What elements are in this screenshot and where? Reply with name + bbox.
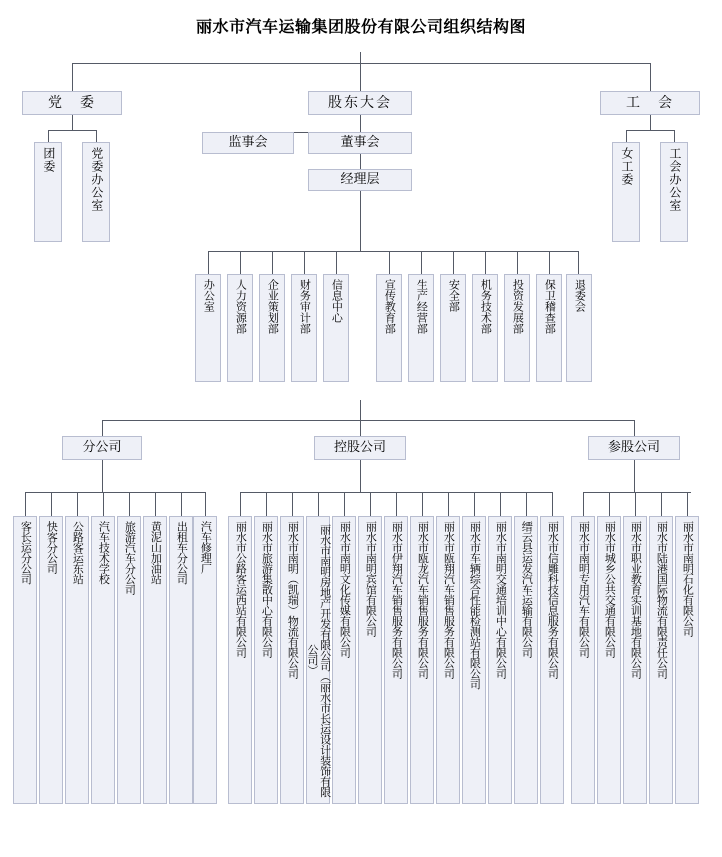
- node-department-10[interactable]: 保卫稽查部: [536, 274, 562, 382]
- connector: [77, 492, 78, 516]
- node-branch-2[interactable]: 公路客运东站: [65, 516, 89, 804]
- page-title: 丽水市汽车运输集团股份有限公司组织结构图: [195, 17, 526, 36]
- node-holding-5[interactable]: 丽水市南明宾馆有限公司: [358, 516, 382, 804]
- node-party-committee[interactable]: 党 委: [22, 91, 122, 115]
- connector: [208, 251, 578, 252]
- connector: [129, 492, 130, 516]
- node-supervisory-board[interactable]: 监事会: [202, 132, 294, 154]
- connector: [25, 492, 26, 516]
- node-shareholders-meeting[interactable]: 股东大会: [308, 91, 412, 115]
- node-holding-1[interactable]: 丽水市旅游集散中心有限公司: [254, 516, 278, 804]
- connector: [360, 400, 361, 420]
- node-branch-group[interactable]: 分公司: [62, 436, 142, 460]
- connector: [304, 251, 305, 274]
- node-department-8[interactable]: 机务技术部: [472, 274, 498, 382]
- connector: [583, 492, 691, 493]
- connector: [421, 251, 422, 274]
- node-holding-11[interactable]: 缙云县运发汽车运输有限公司: [514, 516, 538, 804]
- connector: [578, 251, 579, 274]
- connector: [389, 251, 390, 274]
- connector: [72, 115, 73, 130]
- connector: [396, 492, 397, 516]
- node-department-9[interactable]: 投资发展部: [504, 274, 530, 382]
- node-holding-3[interactable]: 丽水市南明房地产开发有限公司（丽水市长运设计装饰有限公司）: [306, 516, 330, 804]
- connector: [552, 492, 553, 516]
- connector: [448, 492, 449, 516]
- connector: [360, 154, 361, 169]
- connector: [102, 460, 103, 492]
- connector: [266, 492, 267, 516]
- connector: [103, 492, 104, 516]
- connector: [72, 63, 73, 91]
- connector: [292, 492, 293, 516]
- connector: [360, 420, 361, 436]
- node-women-workers-committee[interactable]: 女工委: [612, 142, 640, 242]
- connector: [360, 191, 361, 251]
- connector: [634, 460, 635, 492]
- node-holding-6[interactable]: 丽水市伊翔汽车销售服务有限公司: [384, 516, 408, 804]
- node-holding-0[interactable]: 丽水市公路客运西站有限公司: [228, 516, 252, 804]
- node-branch-5[interactable]: 黄泥山加油站: [143, 516, 167, 804]
- connector: [549, 251, 550, 274]
- connector: [485, 251, 486, 274]
- node-holding-7[interactable]: 丽水市瓯龙汽车销售服务有限公司: [410, 516, 434, 804]
- connector: [517, 251, 518, 274]
- connector: [650, 63, 651, 91]
- connector: [370, 492, 371, 516]
- node-associate-3[interactable]: 丽水市陆港国际物流有限责任公司: [649, 516, 673, 804]
- node-department-11[interactable]: 退委会: [566, 274, 592, 382]
- connector: [72, 63, 650, 64]
- connector: [48, 130, 49, 142]
- connector: [526, 492, 527, 516]
- connector: [240, 251, 241, 274]
- node-branch-7[interactable]: 汽车修理厂: [193, 516, 217, 804]
- node-labor-union[interactable]: 工 会: [600, 91, 700, 115]
- node-holding-4[interactable]: 丽水市南明文化传媒有限公司: [332, 516, 356, 804]
- connector: [500, 492, 501, 516]
- connector: [674, 130, 675, 142]
- node-board-of-directors[interactable]: 董事会: [308, 132, 412, 154]
- node-branch-6[interactable]: 出租车分公司: [169, 516, 193, 804]
- node-branch-0[interactable]: 客长运分公司: [13, 516, 37, 804]
- node-department-1[interactable]: 人力资源部: [227, 274, 253, 382]
- node-associate-4[interactable]: 丽水市南明石化有限公司: [675, 516, 699, 804]
- connector: [422, 492, 423, 516]
- node-department-6[interactable]: 生产经营部: [408, 274, 434, 382]
- node-holding-12[interactable]: 丽水市信雕科技信息服务有限公司: [540, 516, 564, 804]
- connector: [48, 130, 96, 131]
- node-party-committee-office[interactable]: 党委办公室: [82, 142, 110, 242]
- connector: [208, 251, 209, 274]
- node-department-0[interactable]: 办公室: [195, 274, 221, 382]
- connector: [272, 251, 273, 274]
- node-holding-10[interactable]: 丽水市南明交通培训中心有限公司: [488, 516, 512, 804]
- connector: [360, 63, 361, 91]
- node-department-2[interactable]: 企业策划部: [259, 274, 285, 382]
- connector: [344, 492, 345, 516]
- connector: [474, 492, 475, 516]
- node-associate-1[interactable]: 丽水市城乡公共交通有限公司: [597, 516, 621, 804]
- connector: [453, 251, 454, 274]
- connector: [25, 492, 205, 493]
- connector: [626, 130, 674, 131]
- node-holding-2[interactable]: 丽水市南明（凯瑞）物流有限公司: [280, 516, 304, 804]
- node-department-4[interactable]: 信息中心: [323, 274, 349, 382]
- node-management[interactable]: 经理层: [308, 169, 412, 191]
- node-youth-league-committee[interactable]: 团委: [34, 142, 62, 242]
- node-department-7[interactable]: 安全部: [440, 274, 466, 382]
- connector: [609, 492, 610, 516]
- connector: [360, 115, 361, 132]
- connector: [318, 492, 319, 516]
- connector: [635, 492, 636, 516]
- connector: [336, 251, 337, 274]
- node-branch-1[interactable]: 快客分公司: [39, 516, 63, 804]
- connector: [626, 130, 627, 142]
- connector: [360, 460, 361, 492]
- connector: [240, 492, 241, 516]
- node-holding-group[interactable]: 控股公司: [314, 436, 406, 460]
- connector: [634, 420, 635, 436]
- node-branch-4[interactable]: 旅游汽车分公司: [117, 516, 141, 804]
- node-holding-8[interactable]: 丽水市瓯翔汽车销售服务有限公司: [436, 516, 460, 804]
- node-branch-3[interactable]: 汽车技术学校: [91, 516, 115, 804]
- connector: [102, 420, 634, 421]
- node-holding-9[interactable]: 丽水市车辆综合性能检测站有限公司: [462, 516, 486, 804]
- connector: [650, 115, 651, 130]
- connector: [661, 492, 662, 516]
- connector: [51, 492, 52, 516]
- connector: [102, 420, 103, 436]
- node-associate-group[interactable]: 参股公司: [588, 436, 680, 460]
- connector: [181, 492, 182, 516]
- node-union-office[interactable]: 工会办公室: [660, 142, 688, 242]
- node-associate-2[interactable]: 丽水市职业教育实训基地有限公司: [623, 516, 647, 804]
- connector: [96, 130, 97, 142]
- connector: [205, 492, 206, 516]
- connector: [155, 492, 156, 516]
- node-associate-0[interactable]: 丽水市南明专用汽车有限公司: [571, 516, 595, 804]
- connector: [687, 492, 688, 516]
- connector: [583, 492, 584, 516]
- node-department-5[interactable]: 宣传教育部: [376, 274, 402, 382]
- node-department-3[interactable]: 财务审计部: [291, 274, 317, 382]
